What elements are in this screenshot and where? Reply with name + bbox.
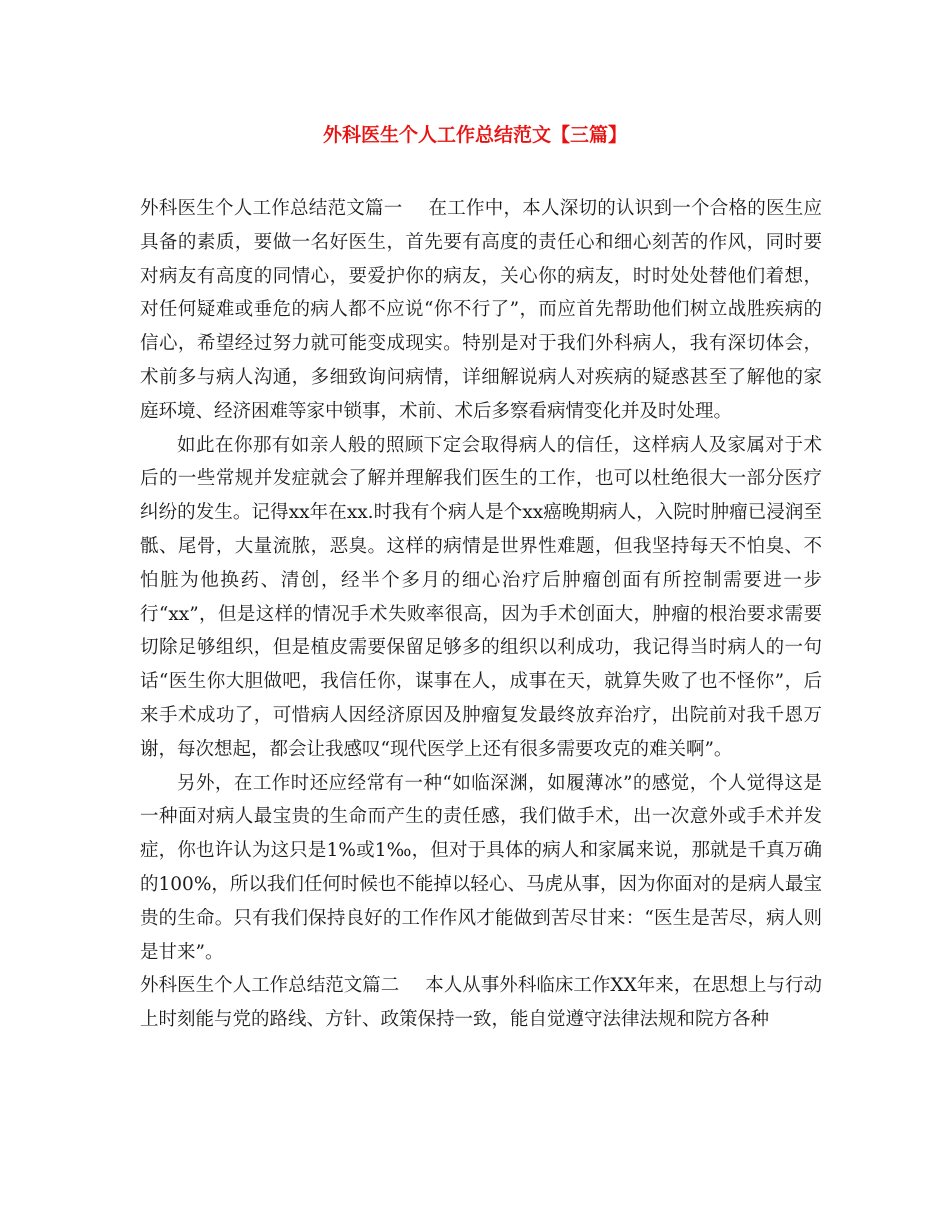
document-title: 外科医生个人工作总结范文【三篇】 <box>322 124 627 146</box>
section-one-paragraph-1: 在工作中，本人深切的认识到一个合格的医生应具备的素质，要做一名好医生，首先要有高度的责任心和细心刻苦的作风，同时要对病友有高度的同情心，要爱护你的病友，关心你的病友，时时处处替他们着想，对任何疑难或垂危的病人都不应说“你不行了”，而应首先帮助他们树立战胜疾病的信心，希望经过努力就可能变成现实。特别是对于我们外科病人，我有深切体会，术前多与病人沟通，多细致询问病情，详细解说病人对疾病的疑惑甚至了解他的家庭环境、经济困难等家中锁事，术前、术后多察看病情变化并及时处理。 <box>140 198 822 422</box>
section-one-heading: 外科医生个人工作总结范文篇一 <box>140 198 403 219</box>
document-body <box>140 192 822 1037</box>
section-one-paragraph-3: 另外，在工作时还应经常有一种“如临深渊，如履薄冰”的感觉，个人觉得这是一种面对病人最宝贵的生命而产生的责任感，我们做手术，出一次意外或手术并发症，你也许认为这只是1%或1‰，但对于具体的病人和家属来说，那就是千真万确的100%，所以我们任何时候也不能掉以轻心、马虎从事，因为你面对的是病人最宝贵的生命。只有我们保持良好的工作作风才能做到苦尽甘来：“医生是苦尽，病人则是甘来”。 <box>140 772 822 963</box>
section-two-heading: 外科医生个人工作总结范文篇二 <box>140 975 400 997</box>
section-one-paragraph-2: 如此在你那有如亲人般的照顾下定会取得病人的信任，这样病人及家属对于术后的一些常规并发症就会了解并理解我们医生的工作，也可以杜绝很大一部分医疗纠纷的发生。记得xx年在xx.时我有个病人是个xx癌晚期病人，入院时肿瘤已浸润至骶、尾骨，大量流脓，恶臭。这样的病情是世界性难题，但我坚持每天不怕臭、不怕脏为他换药、清创，经半个多月的细心治疗后肿瘤创面有所控制需要进一步行“xx”，但是这样的情况手术失败率很高，因为手术创面大，肿瘤的根治要求需要切除足够组织，但是植皮需要保留足够多的组织以利成功，我记得当时病人的一句话“医生你大胆做吧，我信任你，谋事在人，成事在天，就算失败了也不怪你”，后来手术成功了，可惜病人因经济原因及肿瘤复发最终放弃治疗，出院前对我千恩万谢，每次想起，都会让我感叹“现代医学上还有很多需要攻克的难关啊”。 <box>140 434 822 760</box>
section-one-first-paragraph <box>140 192 822 429</box>
section-two-paragraph-1: 本人从事外科临床工作XX年来，在思想上与行动上时刻能与党的路线、方针、政策保持一致，能自觉遵守法律法规和院方各种 <box>140 975 822 1031</box>
section-two-first-paragraph <box>140 969 822 1037</box>
